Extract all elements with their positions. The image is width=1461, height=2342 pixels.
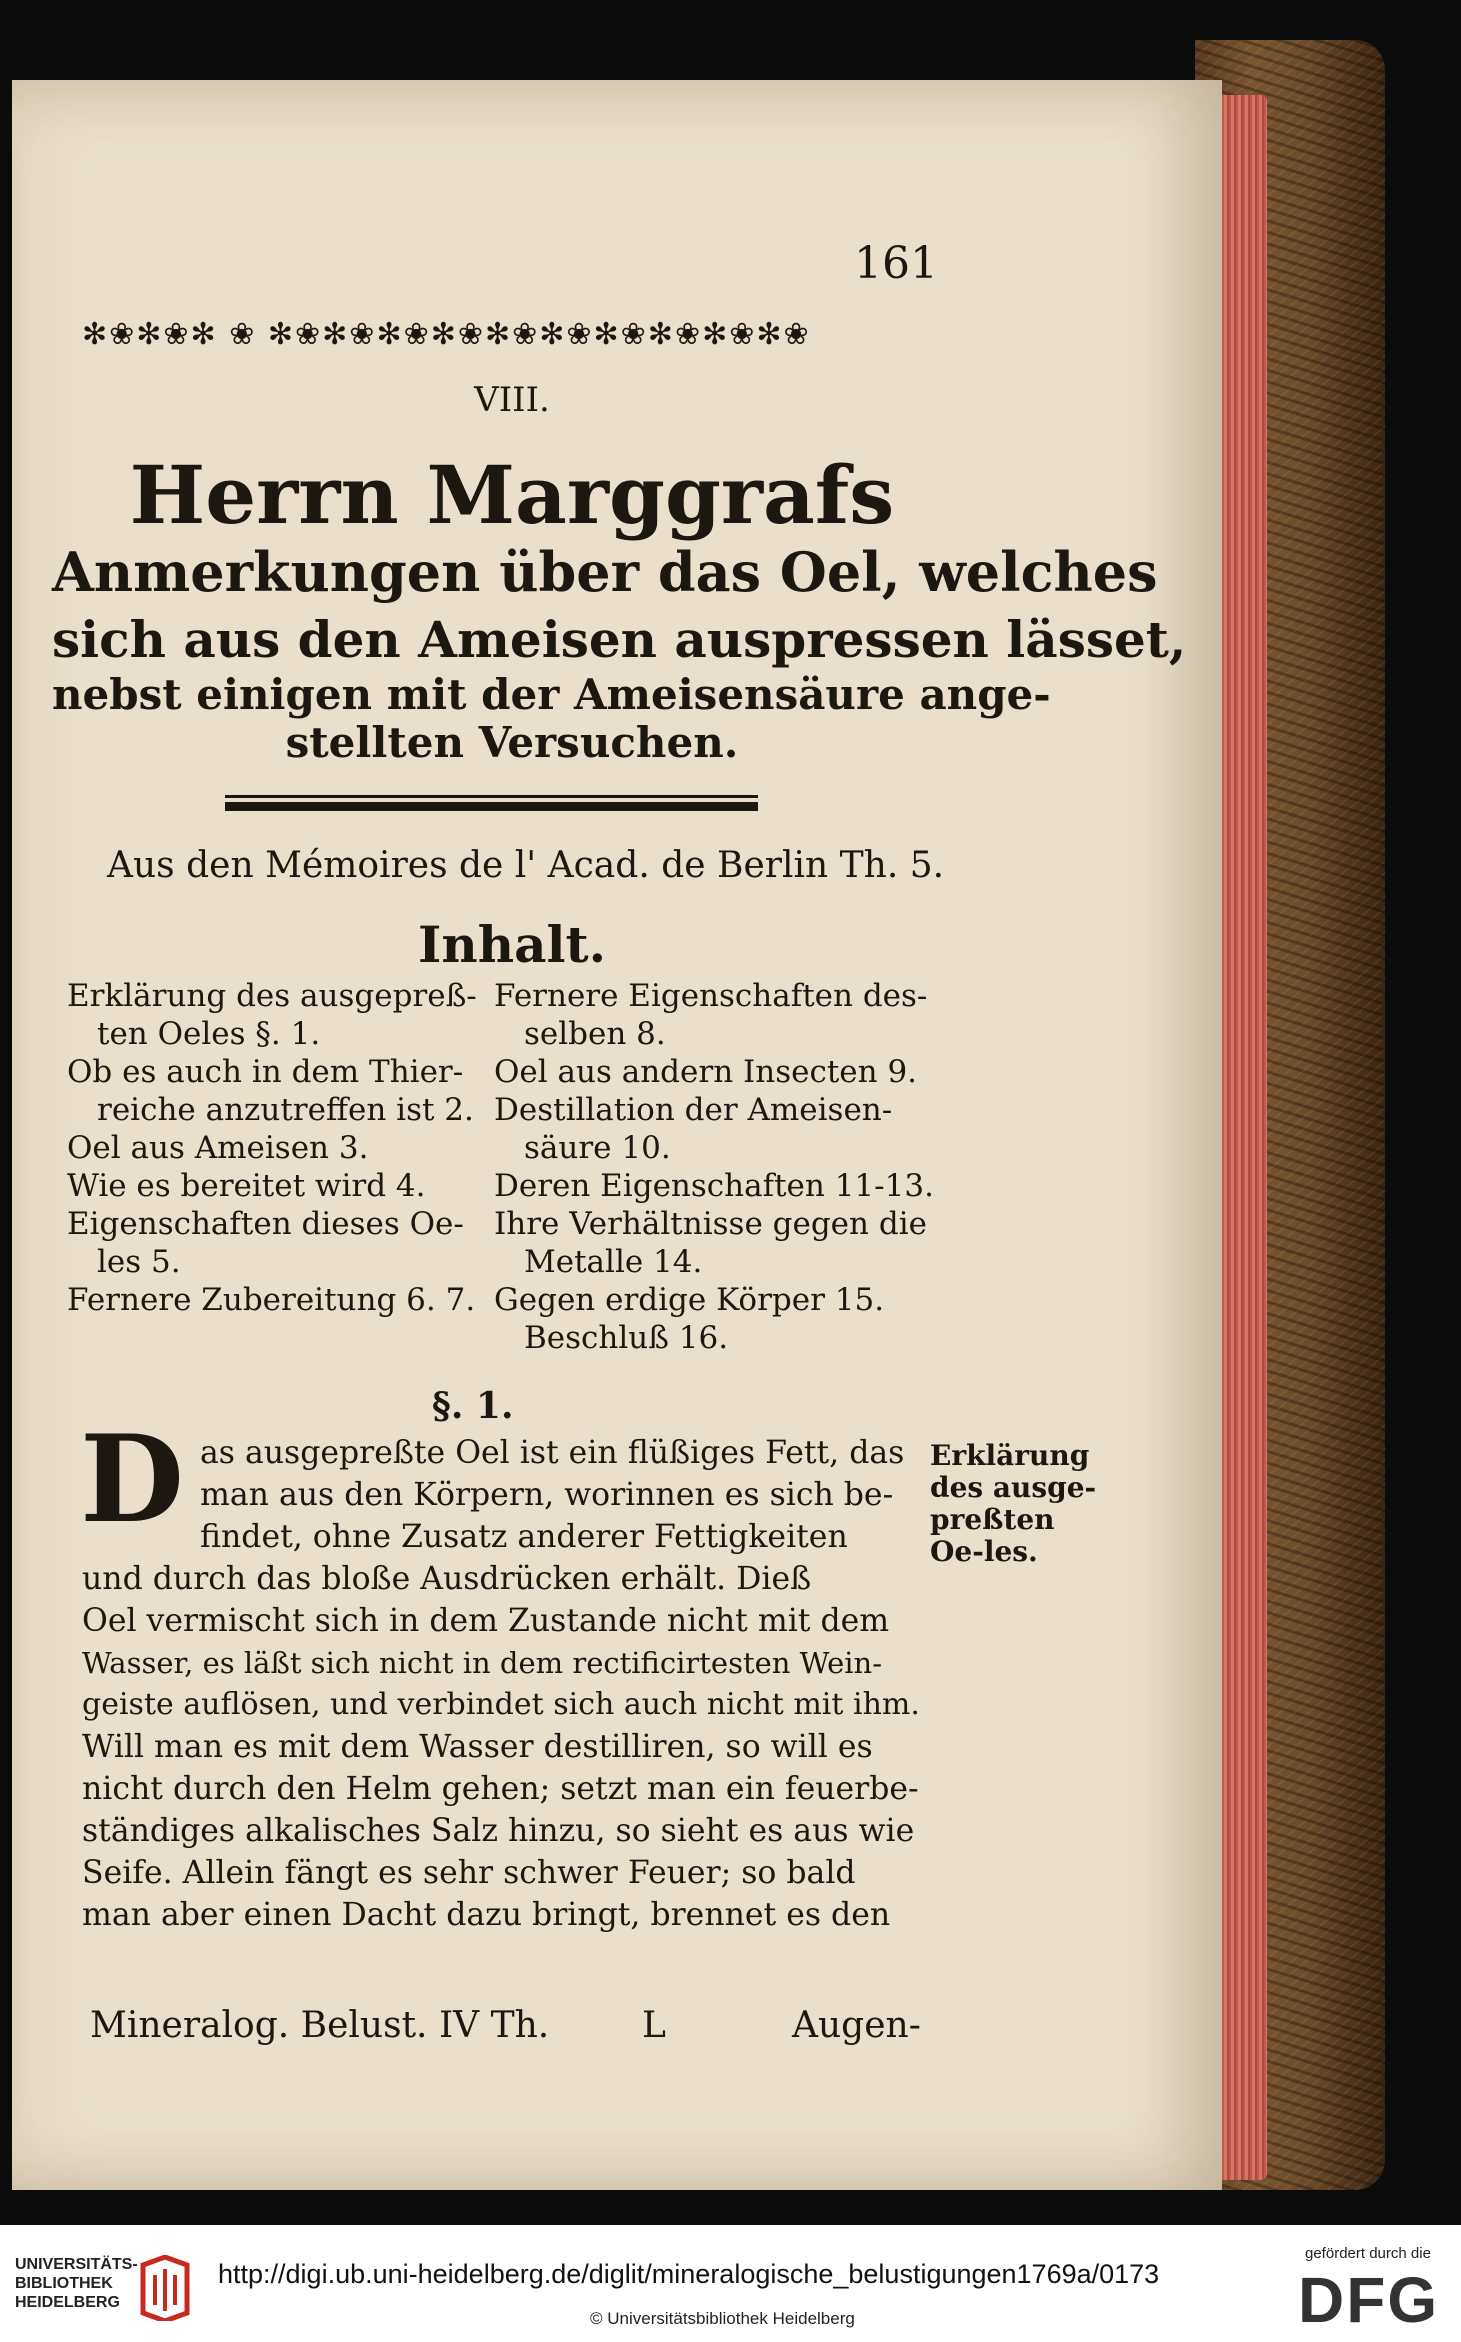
body-line: nicht durch den Helm gehen; setzt man ein feuerbe-	[82, 1771, 919, 1807]
toc-line: ten Oeles §. 1.	[97, 1016, 321, 1052]
footer-title: Mineralog. Belust. IV Th.	[90, 2005, 550, 2046]
body-line: findet, ohne Zusatz anderer Fettigkeiten	[200, 1519, 848, 1555]
viewer-banner	[0, 2225, 1461, 2342]
toc-line: Metalle 14.	[524, 1244, 703, 1280]
copyright: © Universitätsbibliothek Heidelberg	[590, 2309, 855, 2328]
toc-line: les 5.	[97, 1244, 181, 1280]
body-line: geiste auflösen, und verbindet sich auch nicht mit ihm.	[82, 1687, 920, 1722]
body-line: man aus den Körpern, worinnen es sich be-	[200, 1477, 894, 1513]
catchword: Augen-	[792, 2005, 921, 2046]
toc-line: Oel aus andern Insecten 9.	[494, 1054, 918, 1090]
toc-line: Eigenschaften dieses Oe-	[67, 1206, 464, 1242]
body-line: Seife. Allein fängt es sehr schwer Feuer; so bald	[82, 1855, 856, 1891]
ornament-rule: ✻❀✻❀✻ ❀ ✻❀✻❀✻❀✻❀✻❀✻❀✻❀✻❀✻❀✻❀	[82, 317, 811, 352]
divider-thin	[225, 795, 758, 798]
dfg-logo[interactable]: DFG	[1298, 2264, 1440, 2336]
toc-line: Erklärung des ausgepreß-	[67, 978, 477, 1014]
subtitle-line: stellten Versuchen.	[285, 718, 739, 767]
body-line: as ausgepreßte Oel ist ein flüßiges Fett, das	[200, 1435, 905, 1471]
toc-line: Ihre Verhältnisse gegen die	[494, 1206, 927, 1242]
toc-line: selben 8.	[524, 1016, 666, 1052]
divider-thick	[225, 802, 758, 811]
toc-line: säure 10.	[524, 1130, 671, 1166]
library-name-line: HEIDELBERG	[15, 2294, 120, 2311]
body-text	[82, 1432, 922, 1936]
signature-mark: L	[642, 2005, 666, 2046]
toc-line: Fernere Zubereitung 6. 7.	[67, 1282, 476, 1318]
toc-line: Oel aus Ameisen 3.	[67, 1130, 369, 1166]
subtitle-line: nebst einigen mit der Ameisensäure ange-	[52, 670, 1051, 719]
toc-line: Destillation der Ameisen-	[494, 1092, 893, 1128]
source-url[interactable]: http://digi.ub.uni-heidelberg.de/diglit/mineralogische_belustigungen1769a/0173	[218, 2259, 1160, 2289]
body-line: Will man es mit dem Wasser destilliren, so will es	[82, 1729, 873, 1765]
contents-heading: Inhalt.	[418, 915, 606, 974]
toc-line: reiche anzutreffen ist 2.	[97, 1092, 474, 1128]
subtitle-line: sich aus den Ameisen auspressen lässet,	[52, 610, 1187, 669]
library-emblem-icon	[135, 2255, 195, 2321]
page-number: 161	[854, 238, 938, 289]
margin-note: Erklärung des ausge-preßten Oe-les.	[930, 1439, 1097, 1568]
toc-line: Beschluß 16.	[524, 1320, 729, 1356]
toc-line: Deren Eigenschaften 11-13.	[494, 1168, 934, 1204]
drop-cap: D	[79, 1409, 185, 1550]
body-line: man aber einen Dacht dazu bringt, brennet es den	[82, 1897, 891, 1933]
toc-line: Gegen erdige Körper 15.	[494, 1282, 885, 1318]
body-line: Oel vermischt sich in dem Zustande nicht mit dem	[82, 1603, 890, 1639]
toc-line: Fernere Eigenschaften des-	[494, 978, 928, 1014]
body-line: und durch das bloße Ausdrücken erhält. Dieß	[82, 1561, 812, 1597]
section-heading: §. 1.	[432, 1385, 514, 1427]
chapter-number: VIII.	[474, 380, 550, 420]
body-line: Wasser, es läßt sich nicht in dem rectificirtesten Wein-	[82, 1646, 883, 1680]
source-reference: Aus den Mémoires de l' Acad. de Berlin Th. 5.	[107, 845, 945, 886]
title: Herrn Marggrafs	[129, 448, 895, 542]
body-line: ständiges alkalisches Salz hinzu, so sieht es aus wie	[82, 1813, 915, 1849]
library-name-line: UNIVERSITÄTS-	[15, 2256, 138, 2273]
toc-line: Ob es auch in dem Thier-	[67, 1054, 464, 1090]
toc-line: Wie es bereitet wird 4.	[67, 1168, 426, 1204]
funded-by-label: gefördert durch die	[1305, 2245, 1431, 2262]
book-page	[12, 80, 1222, 2190]
page-edges	[1215, 95, 1267, 2180]
library-name	[15, 2255, 138, 2312]
subtitle-line: Anmerkungen über das Oel, welches	[52, 540, 1158, 604]
library-name-line: BIBLIOTHEK	[15, 2275, 113, 2292]
toc-left-column	[67, 977, 477, 1319]
toc-right-column	[494, 977, 934, 1357]
library-logo[interactable]	[15, 2255, 205, 2325]
